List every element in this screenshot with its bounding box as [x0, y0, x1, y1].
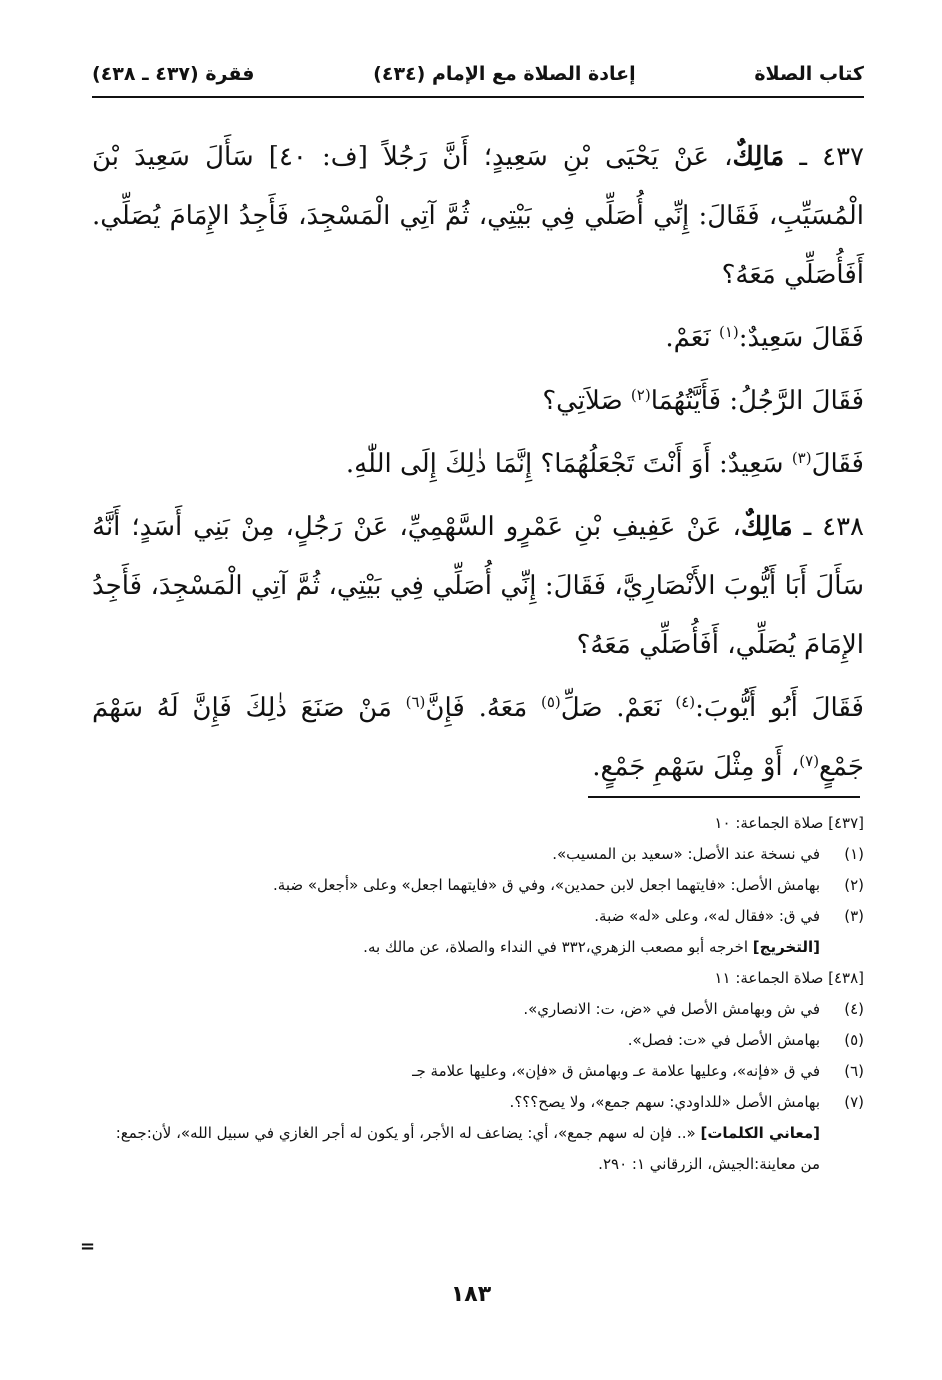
footnote-rule	[588, 796, 860, 798]
footnote-number: (٣)	[844, 907, 864, 925]
hadith-438-paragraph	[92, 498, 864, 675]
answer-text: سَعِيدٌ: أَوَ أَنْتَ تَجْعَلُهُمَا؟ إِنَّمَا ذٰلِكَ إِلَى اللّٰهِ.	[345, 449, 792, 479]
footnote-6	[92, 1056, 864, 1087]
footnote-text: في نسخة عند الأصل: «سعيد بن المسيب».	[552, 845, 820, 863]
question-text: فَقَالَ الرَّجُلُ: فَأَيَّتُهُمَا	[650, 386, 864, 416]
hadith-text: ، عَنْ يَحْيَى بْنِ سَعِيدٍ؛ أَنَّ رَجُلاً [ف: ٤٠] سَأَلَ سَعِيدَ بْنَ الْمُسَيِّبِ، فَقَالَ: إِنِّي أُصَلِّي فِي بَيْتِي، ثُمَّ آتِي الْمَسْجِدَ، فَأَجِدُ الإِمَامَ يُصَلِّي. أَفَأُصَلِّي مَعَهُ؟	[92, 142, 864, 290]
reply-text: مَعَهُ. فَإِنَّ	[425, 693, 541, 723]
header-book-title: كتاب الصلاة	[754, 63, 864, 85]
reply-text: نَعَمْ. صَلِّ	[560, 693, 676, 723]
footnote-number: (١)	[844, 845, 864, 863]
footnotes-section	[92, 808, 864, 1180]
footnote-5	[92, 1025, 864, 1056]
footnote-2	[92, 870, 864, 901]
hadith-437-reply	[92, 309, 864, 368]
footnote-ref[interactable]: (١)	[718, 323, 739, 341]
meanings-label: [معاني الكلمات]	[700, 1124, 820, 1142]
footnote-number: (٤)	[844, 1000, 864, 1018]
footnote-source-437: [٤٣٧] صلاة الجماعة: ١٠	[714, 814, 864, 832]
footnote-1	[92, 839, 864, 870]
reply-text: ، أَوْ مِثْلَ سَهْمِ جَمْعٍ.	[592, 752, 800, 782]
hadith-437-question	[92, 372, 864, 431]
takhrij-note	[92, 932, 820, 963]
header-chapter-title: (٤٣٤) إعادة الصلاة مع الإمام	[373, 63, 636, 85]
footnote-text: في ق: «فقال له»، وعلى «له» ضبة.	[594, 907, 820, 925]
hadith-number: ٤٣٨ ـ	[803, 512, 865, 542]
footnote-ref[interactable]: (٤)	[675, 693, 696, 711]
footnote-text: بهامش الأصل في «ت: فصل».	[627, 1031, 820, 1049]
continuation-mark: =	[80, 1236, 96, 1257]
meanings-text: «.. فإن له سهم جمع»، أي: يضاعف له الأجر، أو يكون له أجر الغازي في سبيل الله»، لأن:جمع: من معاينة:الجيش، الزرقاني ١: ٢٩٠.	[115, 1124, 820, 1173]
footnote-number: (٧)	[844, 1093, 864, 1111]
footnote-text: بهامش الأصل «للداودي: سهم جمع»، ولا يصح؟؟؟.	[509, 1093, 820, 1111]
footnote-ref[interactable]: (٦)	[405, 693, 426, 711]
footnote-text: في ق «فإنه»، وعليها علامة عـ وبهامش ق «فإن»، وعليها علامة جـ	[412, 1062, 820, 1080]
footnote-4	[92, 994, 864, 1025]
hadith-number: ٤٣٧ ـ	[799, 142, 865, 172]
word-meanings-note	[92, 1118, 820, 1180]
footnote-ref[interactable]: (٣)	[791, 449, 812, 467]
footnote-number: (٢)	[844, 876, 864, 894]
answer-text: فَقَالَ	[811, 449, 864, 479]
reply-text: فَقَالَ سَعِيدٌ:	[738, 323, 864, 353]
footnote-3	[92, 901, 864, 932]
footnote-number: (٥)	[844, 1031, 864, 1049]
running-header	[92, 54, 864, 94]
footnote-text: بهامش الأصل: «فايتهما اجعل لابن حمدين»، وفي ق «فايتهما اجعل» وعلى «أجعل» ضبة.	[273, 876, 820, 894]
footnote-source-438: [٤٣٨] صلاة الجماعة: ١١	[714, 969, 864, 987]
hadith-text: ، عَنْ عَفِيفِ بْنِ عَمْرٍو السَّهْمِيِّ، عَنْ رَجُلٍ، مِنْ بَنِي أَسَدٍ؛ أَنَّهُ سَأَلَ أَبَا أَيُّوبَ الأَنْصَارِيَّ، فَقَالَ: إِنِّي أُصَلِّي فِي بَيْتِي، ثُمَّ آتِي الْمَسْجِدَ، فَأَجِدُ الإِمَامَ يُصَلِّي، أَفَأُصَلِّي مَعَهُ؟	[92, 512, 864, 660]
hadith-438-reply	[92, 679, 864, 797]
reply-text: فَقَالَ أَبُو أَيُّوبَ:	[695, 693, 864, 723]
takhrij-text: اخرجه أبو مصعب الزهري،٣٣٢ في النداء والصلاة، عن مالك به.	[363, 938, 753, 956]
footnote-7	[92, 1087, 864, 1118]
footnote-ref[interactable]: (٥)	[540, 693, 561, 711]
reply-text: مَنْ صَنَعَ ذٰلِكَ فَإِنَّ لَهُ سَهْمَ جَمْعٍ	[92, 693, 864, 782]
page-number: ١٨٣	[450, 1282, 492, 1307]
footnote-ref[interactable]: (٧)	[799, 752, 820, 770]
narrator-name: مَالِكٌ	[732, 142, 785, 172]
footnote-text: في ش وبهامش الأصل في «ض، ت: الانصاري».	[523, 1000, 820, 1018]
footnote-ref[interactable]: (٢)	[630, 386, 651, 404]
narrator-name: مَالِكٌ	[740, 512, 793, 542]
reply-text: نَعَمْ.	[665, 323, 719, 353]
hadith-437-paragraph	[92, 128, 864, 305]
takhrij-label: [التخريج]	[752, 938, 820, 956]
footnote-number: (٦)	[844, 1062, 864, 1080]
hadith-437-answer	[92, 435, 864, 494]
main-text	[92, 128, 864, 801]
question-text: صَلاَتِي؟	[542, 386, 631, 416]
header-paragraph-range: (٤٣٧ ـ ٤٣٨) فقرة	[92, 63, 255, 85]
header-rule	[92, 96, 864, 98]
